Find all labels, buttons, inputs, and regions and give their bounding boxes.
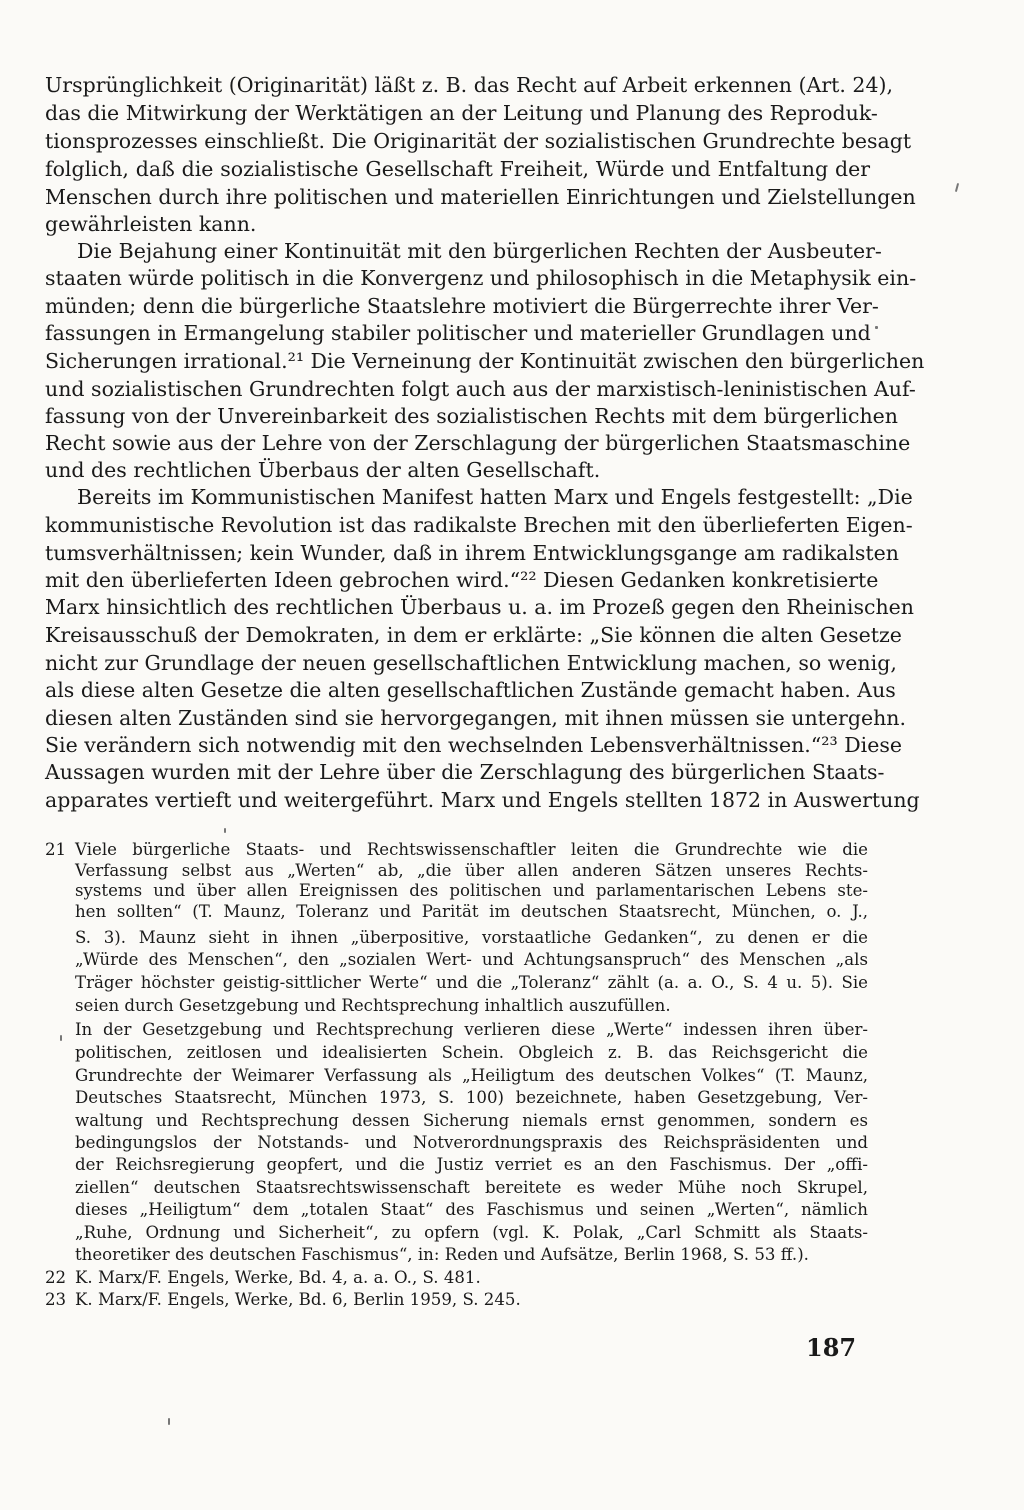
footnote-line: S. 3). Maunz sieht in ihnen „überpositive, vorstaatliche Gedanken“, zu denen er die [75,928,868,947]
footnote-line: bedingungslos der Notstands- und Notverordnungspraxis des Reichspräsidenten und [75,1133,868,1152]
body-line: mit den überlieferten Ideen gebrochen wird.“²² Diesen Gedanken konkretisierte [45,568,879,592]
body-line: kommunistische Revolution ist das radikalste Brechen mit den überlieferten Eigen- [45,513,913,537]
footnote-line: K. Marx/F. Engels, Werke, Bd. 6, Berlin 1959, S. 245. [75,1290,521,1309]
footnote-number: 21 [45,840,67,859]
footnote-line: systems und über allen Ereignissen des politischen und parlamentarischen Lebens ste- [75,881,868,900]
body-line: und des rechtlichen Überbaus der alten Gesellschaft. [45,458,601,482]
footnote-line: ziellen“ deutschen Staatsrechtswissenschaft bereitete es weder Mühe noch Skrupel, [75,1178,868,1197]
body-line: und sozialistischen Grundrechten folgt auch aus der marxistisch-leninistischen Auf- [45,377,916,401]
body-line: als diese alten Gesetze die alten gesellschaftlichen Zustände gemacht haben. Aus [45,678,896,702]
body-line: Menschen durch ihre politischen und materiellen Einrichtungen und Zielstellungen [45,185,916,209]
body-line: Die Bejahung einer Kontinuität mit den bürgerlichen Rechten der Ausbeuter- [77,239,882,263]
body-line: Sicherungen irrational.²¹ Die Verneinung der Kontinuität zwischen den bürgerlichen [45,349,925,373]
scan-speck [955,183,959,192]
footnote-line: In der Gesetzgebung und Rechtsprechung verlieren diese „Werte“ indessen ihren über- [75,1020,868,1039]
body-line: fassungen in Ermangelung stabiler politischer und materieller Grundlagen und [45,321,871,345]
footnote-line: „Ruhe, Ordnung und Sicherheit“, zu opfern (vgl. K. Polak, „Carl Schmitt als Staats- [75,1223,868,1242]
scan-speck [224,828,226,833]
footnote-line: politischen, zeitlosen und idealisierten Schein. Obgleich z. B. das Reichsgericht die [75,1043,868,1062]
body-line: nicht zur Grundlage der neuen gesellschaftlichen Entwicklung machen, so wenig, [45,651,897,675]
footnote-line: seien durch Gesetzgebung und Rechtsprechung inhaltlich auszufüllen. [75,996,671,1015]
footnote-line: Träger höchster geistig-sittlicher Werte“ und die „Toleranz“ zählt (a. a. O., S. 4 u. 5). Sie [75,973,868,992]
footnote-line: theoretiker des deutschen Faschismus“, in: Reden und Aufsätze, Berlin 1968, S. 53 ff.). [75,1245,809,1264]
footnote-line: Grundrechte der Weimarer Verfassung als „Heiligtum des deutschen Volkes“ (T. Maunz, [75,1066,868,1085]
body-line: gewährleisten kann. [45,212,257,236]
body-line: Bereits im Kommunistischen Manifest hatten Marx und Engels festgestellt: „Die [77,485,913,509]
body-line: tumsverhältnissen; kein Wunder, daß in ihrem Entwicklungsgange am radikalsten [45,541,899,565]
footnote-line: K. Marx/F. Engels, Werke, Bd. 4, a. a. O., S. 481. [75,1268,481,1287]
page-number: 187 [806,1333,857,1362]
body-line: Aussagen wurden mit der Lehre über die Zerschlagung des bürgerlichen Staats- [45,760,885,784]
body-line: tionsprozesses einschließt. Die Originarität der sozialistischen Grundrechte besagt [45,129,912,153]
body-line: fassung von der Unvereinbarkeit des sozialistischen Rechts mit dem bürgerlichen [45,404,899,428]
body-line: münden; denn die bürgerliche Staatslehre motiviert die Bürgerrechte ihrer Ver- [45,294,879,318]
footnote-line: hen sollten“ (T. Maunz, Toleranz und Parität im deutschen Staatsrecht, München, o. J., [75,902,868,921]
footnote-line: dieses „Heiligtum“ dem „totalen Staat“ des Faschismus und seinen „Werten“, nämlich [75,1200,868,1219]
body-line: Recht sowie aus der Lehre von der Zerschlagung der bürgerlichen Staatsmaschine [45,431,911,455]
footnote-line: der Reichsregierung geopfert, und die Justiz verriet es an den Faschismus. Der „offi- [75,1155,868,1174]
body-line: Sie verändern sich notwendig mit den wechselnden Lebensverhältnissen.“²³ Diese [45,733,903,757]
body-line: staaten würde politisch in die Konvergenz und philosophisch in die Metaphysik ein- [45,266,917,290]
footnote-line: Viele bürgerliche Staats- und Rechtswissenschaftler leiten die Grundrechte wie die [75,840,868,859]
scan-speck [875,326,878,329]
body-line: Ursprünglichkeit (Originarität) läßt z. B. das Recht auf Arbeit erkennen (Art. 24), [45,73,893,97]
footnote-line: waltung und Rechtsprechung dessen Sicherung niemals ernst genommen, sondern es [75,1111,868,1130]
footnote-line: Deutsches Staatsrecht, München 1973, S. 100) bezeichnete, haben Gesetzgebung, Ver- [75,1088,868,1107]
body-line: diesen alten Zuständen sind sie hervorgegangen, mit ihnen müssen sie untergehn. [45,706,907,730]
footnote-line: „Würde des Menschen“, den „sozialen Wert- und Achtungsanspruch“ des Menschen „als [75,950,868,969]
footnote-number: 22 [45,1268,67,1287]
body-line: apparates vertieft und weitergeführt. Marx und Engels stellten 1872 in Auswertung [45,788,920,812]
scan-speck [168,1418,170,1425]
body-line: Kreisausschuß der Demokraten, in dem er erklärte: „Sie können die alten Gesetze [45,623,902,647]
body-line: das die Mitwirkung der Werktätigen an der Leitung und Planung des Reproduk- [45,101,878,125]
body-line: Marx hinsichtlich des rechtlichen Überbaus u. a. im Prozeß gegen den Rheinischen [45,595,914,619]
body-line: folglich, daß die sozialistische Gesellschaft Freiheit, Würde und Entfaltung der [45,157,870,181]
footnote-number: 23 [45,1290,67,1309]
scan-speck [60,1035,62,1041]
footnote-line: Verfassung selbst aus „Werten“ ab, „die über allen anderen Sätzen unseres Rechts- [75,861,868,880]
